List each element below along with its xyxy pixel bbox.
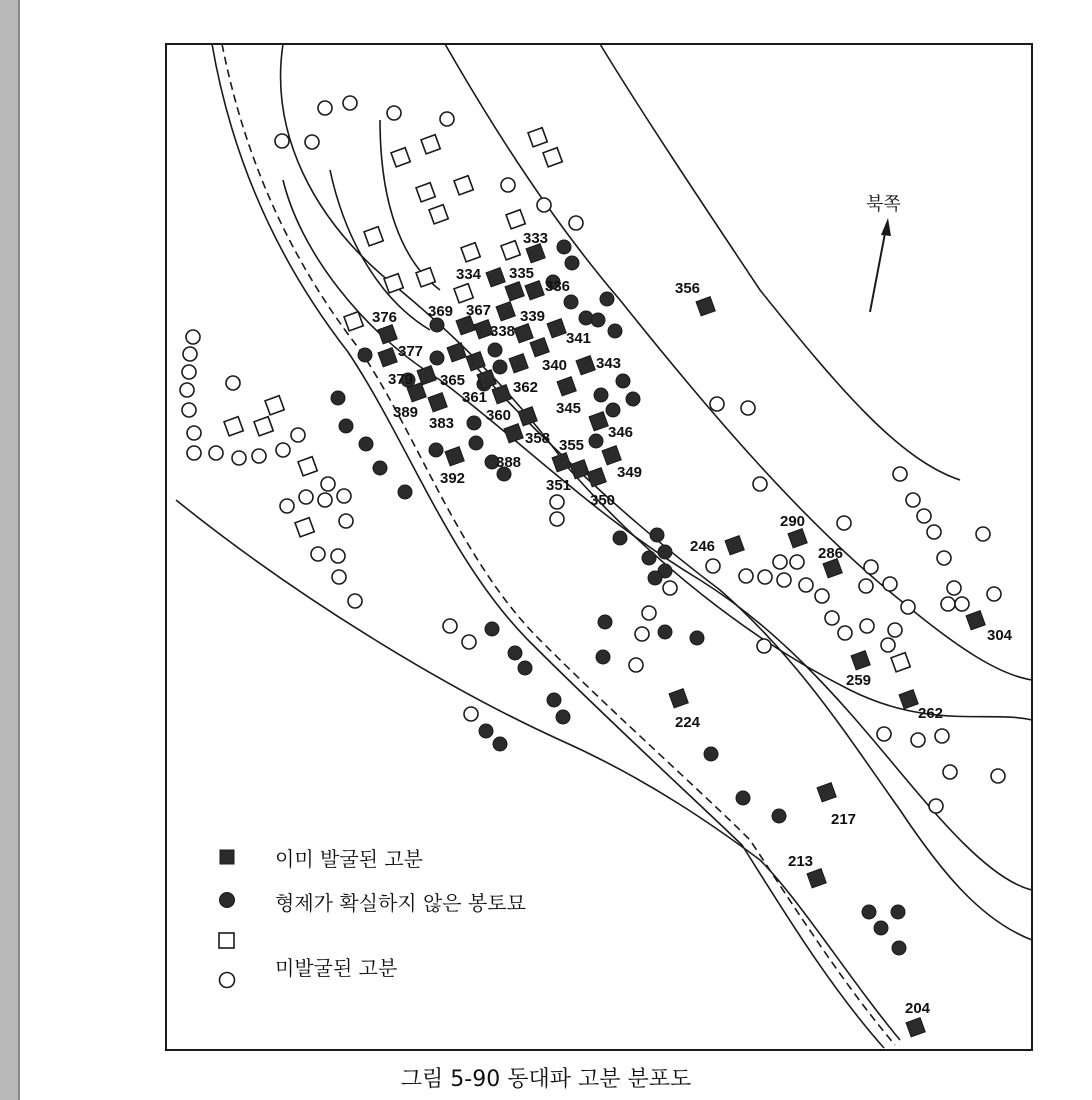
legend-unexcavated-square-icon xyxy=(219,933,234,948)
north-arrow-head xyxy=(881,218,891,236)
tomb-label: 304 xyxy=(987,627,1013,644)
tomb-label: 204 xyxy=(905,1000,931,1017)
legend-mound-circle-icon xyxy=(220,893,235,908)
tomb-label: 334 xyxy=(456,266,482,283)
tomb-label: 259 xyxy=(846,672,872,689)
tomb-label: 365 xyxy=(440,372,466,389)
tomb-label: 286 xyxy=(818,545,844,562)
tomb-label: 389 xyxy=(393,404,419,421)
tomb-label: 358 xyxy=(525,430,551,447)
tomb-label: 362 xyxy=(513,379,539,396)
tomb-label: 336 xyxy=(545,278,571,295)
tomb-label: 369 xyxy=(428,303,454,320)
tomb-label: 262 xyxy=(918,705,944,722)
tomb-label: 340 xyxy=(542,357,568,374)
north-arrow-line xyxy=(870,228,886,312)
tomb-label: 379 xyxy=(388,371,414,388)
tomb-label: 367 xyxy=(466,302,492,319)
tomb-label: 377 xyxy=(398,343,424,360)
tomb-label: 246 xyxy=(690,538,716,555)
tomb-label: 356 xyxy=(675,280,701,297)
legend xyxy=(219,847,526,988)
tomb-label: 341 xyxy=(566,330,592,347)
tomb-label: 346 xyxy=(608,424,634,441)
tomb-label: 213 xyxy=(788,853,814,870)
tomb-label: 376 xyxy=(372,309,398,326)
tomb-label: 392 xyxy=(440,470,466,487)
tomb-label: 224 xyxy=(675,714,701,731)
tomb-label: 351 xyxy=(546,477,572,494)
tomb-label: 339 xyxy=(520,308,546,325)
legend-label-uncertain: 형제가 확실하지 않은 봉토묘 xyxy=(275,891,526,915)
tomb-label: 360 xyxy=(486,407,512,424)
tomb-label: 361 xyxy=(462,389,488,406)
tomb-label: 355 xyxy=(559,437,585,454)
legend-excavated-square-icon xyxy=(220,850,234,864)
legend-label-excavated: 이미 발굴된 고분 xyxy=(275,847,423,871)
tomb-label: 388 xyxy=(496,454,522,471)
tomb-label: 345 xyxy=(556,400,582,417)
tomb-label: 350 xyxy=(590,492,616,509)
legend-label-unexcavated: 미발굴된 고분 xyxy=(275,956,398,980)
tomb-label: 338 xyxy=(490,323,516,340)
figure-caption: 그림 5-90 동대파 고분 분포도 xyxy=(400,1067,692,1092)
tomb-label: 335 xyxy=(509,265,535,282)
tomb-label: 290 xyxy=(780,513,806,530)
legend-unexcavated-circle-icon xyxy=(220,973,235,988)
north-label: 북쪽 xyxy=(866,194,901,215)
north-arrow xyxy=(866,194,901,312)
tomb-label: 333 xyxy=(523,230,549,247)
tomb-label: 349 xyxy=(617,464,643,481)
tomb-label: 343 xyxy=(596,355,622,372)
tomb-label: 383 xyxy=(429,415,455,432)
tomb-label: 217 xyxy=(831,811,857,828)
